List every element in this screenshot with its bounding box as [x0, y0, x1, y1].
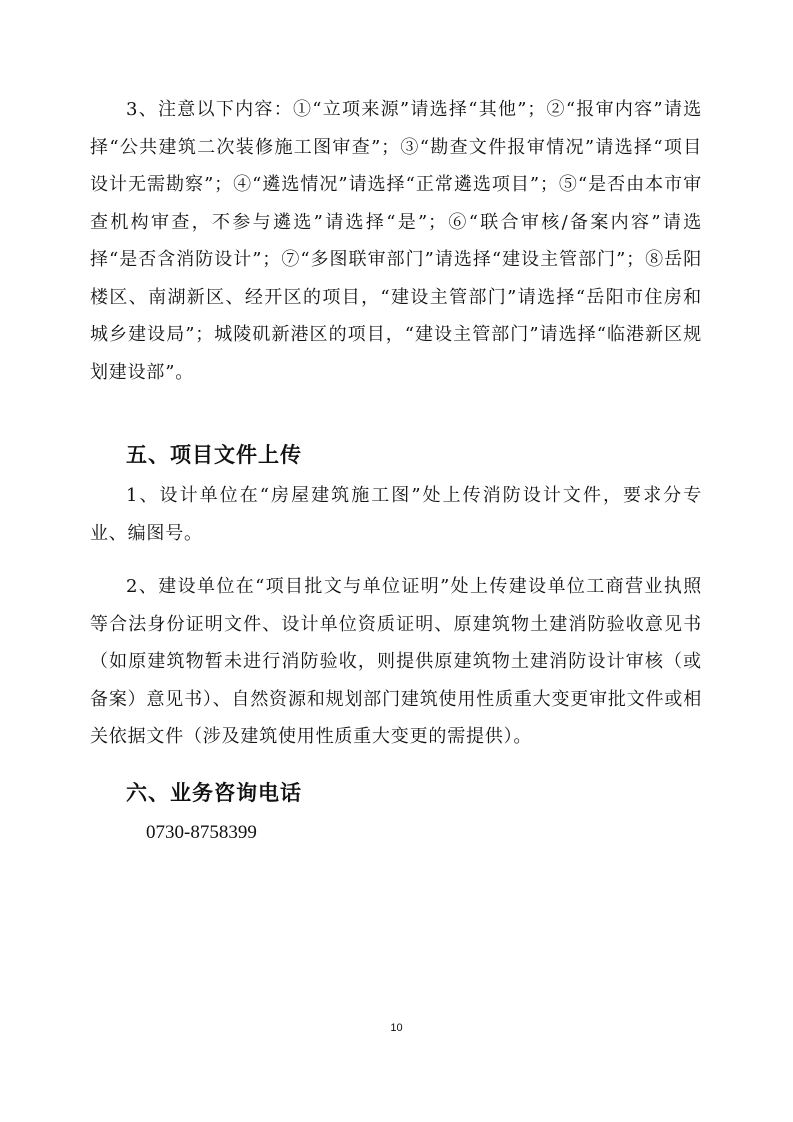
section-heading-consult-phone: 六、业务咨询电话 [126, 781, 302, 805]
paragraph-notes: 3、注意以下内容：①“立项来源”请选择“其他”；②“报审内容”请选择“公共建筑二次装修施工图审查”；③“勘查文件报审情况”请选择“项目设计无需勘察”；④“遴选情况”请选择“正常遴选项目”；⑤“是否由本市审查机构审查，不参与遴选”请选择“是”；⑥“联合审核/备案内容”请选择“是否含消防设计”；⑦“多图联审部门”请选择“建设主管部门”；⑧岳阳楼区、南湖新区、经开区的项目，“建设主管部门”请选择“岳阳市住房和城乡建设局”；城陵矶新港区的项目，“建设主管部门”请选择“临港新区规划建设部”。 [90, 99, 702, 383]
consult-phone-number: 0730-8758399 [146, 822, 257, 843]
paragraph-design-upload: 1、设计单位在“房屋建筑施工图”处上传消防设计文件，要求分专业、编图号。 [90, 485, 702, 544]
page-number: 10 [390, 1022, 403, 1034]
paragraph-construction-upload: 2、建设单位在“项目批文与单位证明”处上传建设单位工商营业执照等合法身份证明文件、设计单位资质证明、原建筑物土建消防验收意见书（如原建筑物暂未进行消防验收，则提供原建筑物土建消防设计审核（或备案）意见书）、自然资源和规划部门建筑使用性质重大变更审批文件或相关依据文件（涉及建筑使用性质重大变更的需提供）。 [90, 576, 702, 747]
section-heading-file-upload: 五、项目文件上传 [126, 443, 302, 467]
